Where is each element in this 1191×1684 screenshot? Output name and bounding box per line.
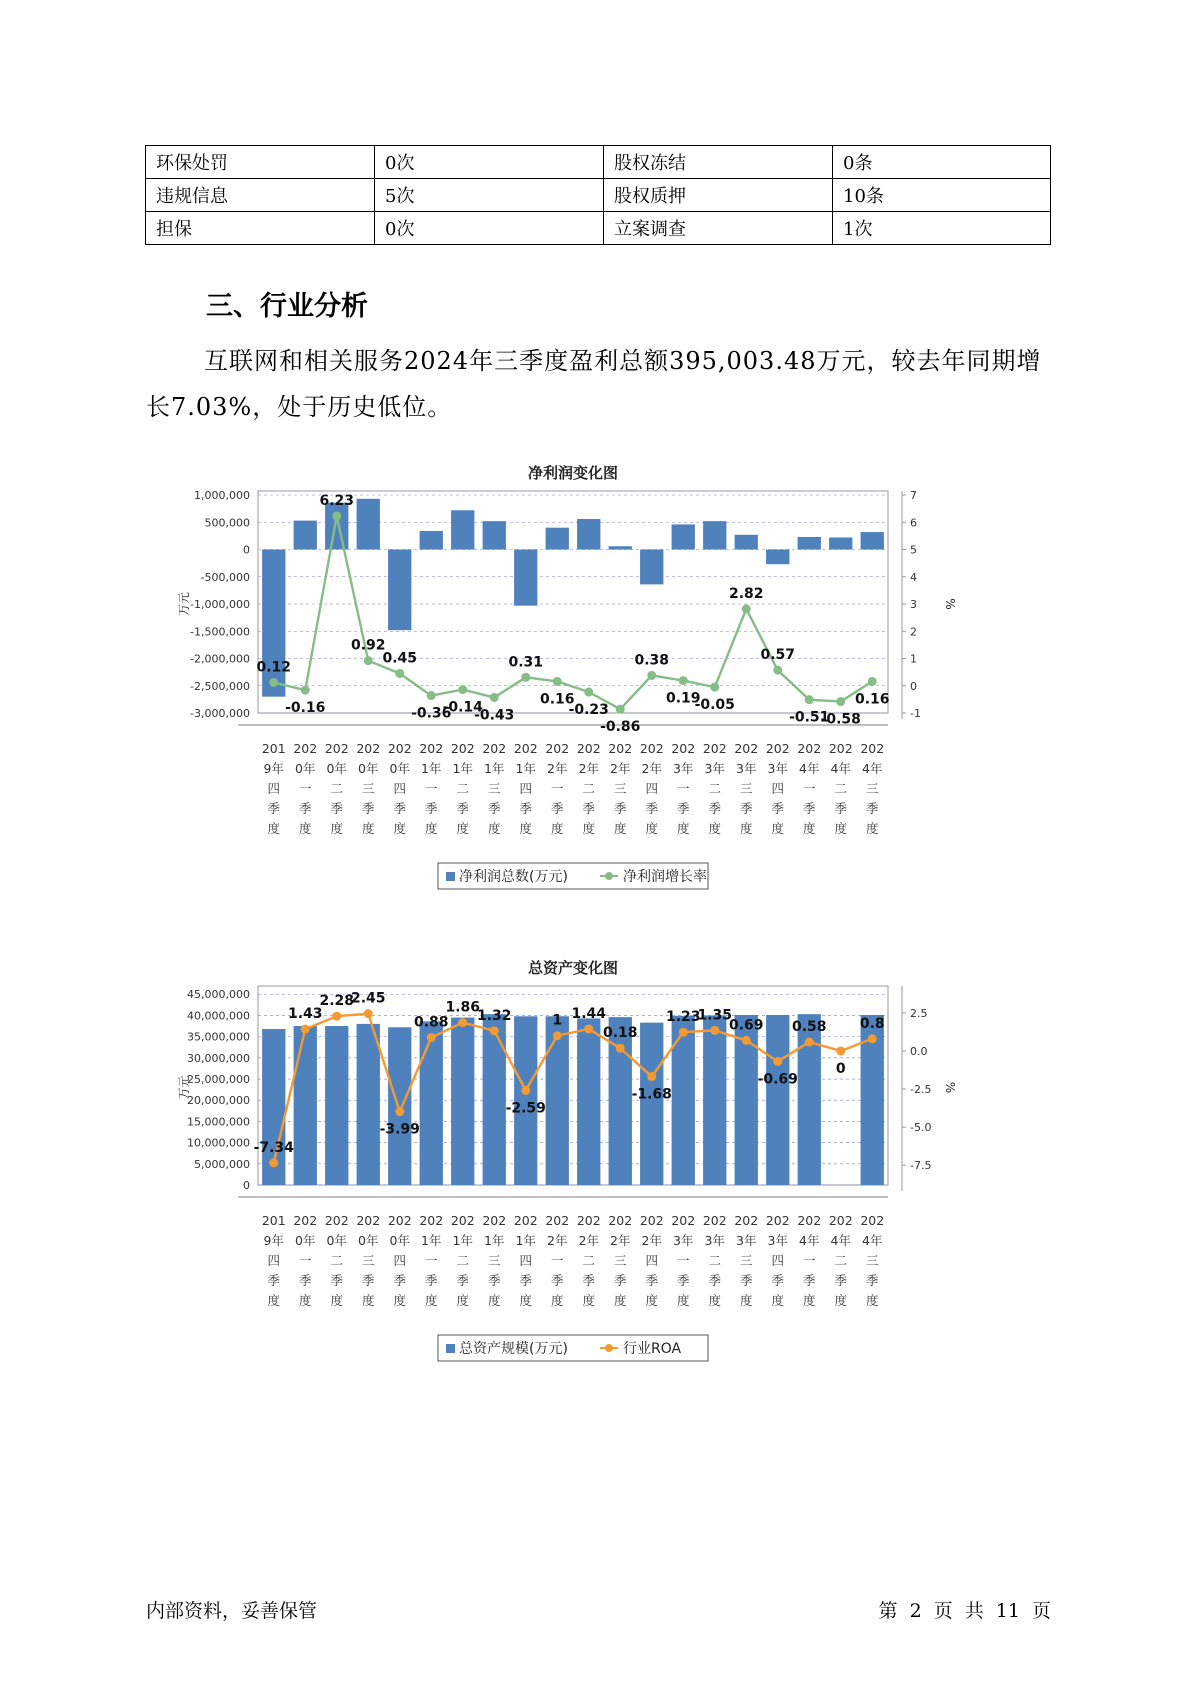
bar (294, 1026, 317, 1185)
line-point (332, 511, 341, 520)
line-point (805, 695, 814, 704)
line-point (836, 697, 845, 706)
y-left-tick-label: 500,000 (204, 516, 250, 530)
x-tick-label: 202 1年三季度 (482, 1213, 507, 1308)
y-right-tick-label: 3 (910, 598, 917, 611)
line-point (521, 1086, 530, 1095)
line-point (836, 1046, 845, 1055)
data-label: 2.28 (319, 993, 355, 1010)
y-right-tick-label: -1 (910, 707, 921, 720)
x-tick-label: 202 1年四季度 (513, 1213, 538, 1308)
bar (357, 1024, 380, 1185)
data-label: 0.16 (539, 691, 575, 708)
bar (546, 528, 569, 550)
table-value-cell: 10条 (833, 179, 1051, 212)
y-right-axis-title: % (943, 598, 957, 610)
data-label: 0.45 (382, 650, 418, 667)
x-tick-label: 202 4年三季度 (860, 1213, 885, 1308)
bar (388, 550, 411, 631)
data-label: -0.58 (820, 711, 861, 728)
data-label: 1.23 (665, 1009, 701, 1026)
bar (420, 531, 443, 550)
data-label: 0.12 (256, 659, 292, 676)
data-label: -0.51 (789, 709, 830, 726)
data-label: 1 (552, 1012, 563, 1029)
x-tick-label: 202 0年二季度 (324, 741, 349, 836)
y-right-tick-label: 0 (910, 679, 917, 693)
line-point (742, 1036, 751, 1045)
industry-summary-paragraph: 互联网和相关服务2024年三季度盈利总额395,003.48万元，较去年同期增长7.03%，处于历史低位。 (146, 347, 1042, 421)
data-label: 1.43 (287, 1006, 323, 1023)
y-right-tick-label: 6 (910, 516, 917, 530)
line-point (868, 677, 877, 686)
line-point (364, 1009, 373, 1018)
x-tick-label: 202 3年四季度 (765, 1213, 790, 1308)
table-label-cell: 股权质押 (604, 179, 833, 212)
y-left-tick-label: 15,000,000 (187, 1115, 250, 1129)
line-point (616, 1044, 625, 1053)
data-label: 1.86 (445, 999, 481, 1016)
x-tick-label: 201 9年四季度 (261, 741, 286, 836)
bar (672, 1016, 695, 1185)
data-label: -0.69 (757, 1071, 798, 1088)
y-right-tick-label: 0.0 (910, 1044, 928, 1058)
chart-title: 净利润变化图 (527, 464, 619, 482)
line-point (364, 656, 373, 665)
bar (294, 521, 317, 550)
y-left-tick-label: -1,000,000 (190, 598, 250, 611)
bar (514, 550, 537, 606)
y-right-axis-title: % (943, 1081, 957, 1094)
table-row (146, 212, 1051, 245)
y-left-axis-title: 万元 (177, 591, 191, 617)
bar (546, 1016, 569, 1185)
line-point (553, 1031, 562, 1040)
bar (766, 550, 789, 565)
line-point (679, 1028, 688, 1037)
x-tick-label: 202 1年三季度 (482, 741, 507, 836)
bar (577, 519, 600, 550)
bar (798, 537, 821, 550)
table-label-cell: 股权冻结 (604, 146, 833, 179)
data-label: 0.69 (728, 1017, 764, 1034)
x-tick-label: 202 0年二季度 (324, 1213, 349, 1308)
x-tick-label: 202 2年一季度 (545, 741, 570, 836)
data-label: 0.18 (602, 1025, 638, 1042)
table-value-cell: 0次 (375, 146, 604, 179)
section-heading: 三、行业分析 (206, 291, 368, 322)
line-point (269, 678, 278, 687)
x-tick-label: 202 3年二季度 (702, 741, 727, 836)
x-tick-label: 202 4年一季度 (797, 1213, 822, 1308)
legend-bar-swatch (446, 872, 455, 881)
footer-page-number: 第 2 页 共 11 页 (878, 1600, 1051, 1622)
line-point (301, 1025, 310, 1034)
risk-info-table (145, 145, 1051, 245)
data-label: 0 (835, 1060, 846, 1077)
y-right-tick-label: -7.5 (910, 1159, 932, 1173)
data-label: 0.31 (508, 654, 544, 671)
table-label-cell: 担保 (146, 212, 375, 245)
line-point (395, 669, 404, 678)
line-point (490, 693, 499, 702)
table-label-cell: 违规信息 (146, 179, 375, 212)
x-tick-label: 202 4年三季度 (860, 741, 885, 836)
bar (483, 1014, 506, 1185)
y-right-tick-label: 5 (910, 543, 917, 557)
bar (766, 1015, 789, 1185)
line-point (269, 1158, 278, 1167)
y-left-tick-label: 40,000,000 (187, 1009, 250, 1023)
bar (420, 1021, 443, 1185)
bar (703, 521, 726, 549)
y-right-tick-label: 2 (910, 625, 917, 639)
plot-area (258, 491, 888, 713)
x-tick-label: 202 0年四季度 (387, 741, 412, 836)
line-point (647, 1072, 656, 1081)
y-left-tick-label: 20,000,000 (187, 1094, 250, 1108)
x-tick-label: 202 2年三季度 (608, 741, 633, 836)
data-label: -7.34 (253, 1139, 294, 1156)
line-point (521, 673, 530, 682)
bar (609, 546, 632, 549)
legend-line-marker (605, 1344, 613, 1352)
legend-bar-label: 净利润总数(万元) (459, 869, 568, 885)
data-label: -0.16 (285, 700, 326, 717)
line-point (868, 1034, 877, 1043)
data-label: 1.35 (697, 1007, 733, 1024)
y-left-tick-label: 5,000,000 (194, 1157, 250, 1171)
legend (438, 1335, 708, 1361)
data-label: 0.8 (859, 1015, 885, 1032)
x-tick-label: 202 4年一季度 (797, 741, 822, 836)
data-label: 1.44 (571, 1006, 607, 1022)
bar (325, 503, 348, 550)
legend-line-label: 行业ROA (623, 1341, 682, 1357)
line-point (616, 705, 625, 714)
data-label: -0.14 (442, 699, 483, 716)
table-label-cell: 立案调查 (604, 212, 833, 245)
data-label: 2.45 (350, 990, 386, 1007)
line-point (805, 1038, 814, 1047)
y-left-tick-label: 0 (243, 543, 250, 557)
data-label: -0.36 (411, 705, 452, 722)
y-left-tick-label: -3,000,000 (190, 707, 250, 720)
data-label: -0.05 (694, 697, 735, 714)
data-label: 6.23 (319, 492, 355, 509)
x-tick-label: 202 4年二季度 (828, 1213, 853, 1308)
data-label: -0.43 (474, 707, 515, 724)
line-point (584, 1025, 593, 1034)
total-assets-chart (176, 955, 976, 1415)
table-value-cell: 5次 (375, 179, 604, 212)
table-label-cell: 环保处罚 (146, 146, 375, 179)
table-value-cell: 0条 (833, 146, 1051, 179)
x-tick-label: 202 3年三季度 (734, 741, 759, 836)
x-tick-label: 202 2年四季度 (639, 1213, 664, 1308)
x-tick-label: 202 1年二季度 (450, 741, 475, 836)
y-right-tick-label: 7 (910, 489, 917, 502)
net-profit-chart (176, 460, 976, 920)
line-point (301, 686, 310, 695)
data-label: -1.68 (631, 1086, 672, 1103)
y-left-tick-label: -2,000,000 (190, 652, 250, 666)
bar (735, 535, 758, 550)
bar (829, 538, 852, 550)
y-left-tick-label: -2,500,000 (190, 679, 250, 693)
y-left-tick-label: 35,000,000 (187, 1030, 250, 1044)
y-left-tick-label: 30,000,000 (187, 1051, 250, 1065)
x-tick-label: 202 1年二季度 (450, 1213, 475, 1308)
x-tick-label: 202 2年四季度 (639, 741, 664, 836)
x-tick-label: 202 1年一季度 (419, 1213, 444, 1308)
data-label: 0.92 (350, 637, 386, 654)
table-value-cell: 1次 (833, 212, 1051, 245)
bar (357, 499, 380, 550)
y-left-tick-label: 45,000,000 (187, 988, 250, 1002)
line-point (332, 1012, 341, 1021)
x-tick-label: 202 4年二季度 (828, 741, 853, 836)
x-tick-label: 202 3年一季度 (671, 741, 696, 836)
line-point (584, 688, 593, 697)
y-left-tick-label: 0 (243, 1179, 250, 1192)
bar (325, 1026, 348, 1185)
x-tick-label: 202 2年一季度 (545, 1213, 570, 1308)
line-point (773, 666, 782, 675)
line-point (490, 1026, 499, 1035)
data-label: 0.57 (760, 647, 796, 664)
y-left-tick-label: -1,500,000 (190, 625, 250, 639)
line-point (395, 1107, 404, 1116)
x-tick-label: 202 3年二季度 (702, 1213, 727, 1308)
y-left-tick-label: 1,000,000 (194, 489, 250, 502)
legend-line-label: 净利润增长率 (623, 869, 707, 885)
line-point (427, 691, 436, 700)
y-left-axis-title: 万元 (177, 1075, 191, 1100)
data-label: 0.88 (413, 1014, 449, 1031)
line-point (553, 677, 562, 686)
x-tick-label: 202 0年一季度 (293, 1213, 318, 1308)
bar (577, 1018, 600, 1185)
data-label: -0.23 (568, 702, 609, 719)
footer-confidential-note: 内部资料，妥善保管 (146, 1600, 318, 1622)
y-left-tick-label: 25,000,000 (187, 1073, 250, 1087)
y-right-tick-label: -2.5 (910, 1083, 932, 1097)
x-tick-label: 202 2年二季度 (576, 1213, 601, 1308)
total-assets-chart-svg (176, 955, 976, 1415)
x-tick-label: 202 1年一季度 (419, 741, 444, 836)
data-label: -3.99 (379, 1121, 420, 1138)
x-tick-label: 201 9年四季度 (261, 1213, 286, 1308)
x-tick-label: 202 2年三季度 (608, 1213, 633, 1308)
x-tick-label: 202 0年三季度 (356, 741, 381, 836)
y-right-tick-label: 2.5 (910, 1006, 928, 1020)
line-point (742, 604, 751, 613)
net-profit-chart-svg (176, 460, 976, 920)
y-left-tick-label: -500,000 (200, 570, 250, 584)
x-tick-label: 202 0年三季度 (356, 1213, 381, 1308)
data-label: 1.32 (476, 1007, 512, 1024)
line-point (458, 685, 467, 694)
line-point (710, 683, 719, 692)
data-label: 2.82 (728, 585, 764, 602)
table-row (146, 179, 1051, 212)
legend-bar-label: 总资产规模(万元) (459, 1341, 568, 1357)
data-label: 0.19 (665, 690, 701, 707)
table-value-cell: 0次 (375, 212, 604, 245)
bar (640, 1023, 663, 1185)
y-left-tick-label: 10,000,000 (187, 1136, 250, 1150)
x-tick-label: 202 1年四季度 (513, 741, 538, 836)
x-tick-label: 202 0年一季度 (293, 741, 318, 836)
data-label: 0.16 (854, 691, 890, 708)
table-row (146, 146, 1051, 179)
y-right-tick-label: 1 (910, 652, 917, 666)
line-point (427, 1033, 436, 1042)
bar (861, 532, 884, 549)
x-tick-label: 202 0年四季度 (387, 1213, 412, 1308)
legend (438, 863, 708, 889)
line-point (773, 1057, 782, 1066)
bar (388, 1027, 411, 1185)
data-label: 0.38 (634, 652, 670, 669)
bar (451, 1018, 474, 1185)
x-tick-label: 202 3年四季度 (765, 741, 790, 836)
bar (703, 1015, 726, 1185)
line-point (458, 1018, 467, 1027)
x-tick-label: 202 3年三季度 (734, 1213, 759, 1308)
data-label: -0.86 (600, 719, 641, 736)
legend-bar-swatch (446, 1344, 455, 1353)
y-right-tick-label: 4 (910, 570, 917, 584)
data-label: -2.59 (505, 1100, 546, 1117)
line-point (679, 676, 688, 685)
chart-title: 总资产变化图 (527, 959, 619, 977)
x-tick-label: 202 2年二季度 (576, 741, 601, 836)
bar (672, 524, 695, 549)
bar (483, 521, 506, 549)
bar (640, 550, 663, 585)
line-point (710, 1026, 719, 1035)
line-point (647, 671, 656, 680)
y-right-tick-label: -5.0 (910, 1121, 932, 1135)
x-tick-label: 202 3年一季度 (671, 1213, 696, 1308)
bar (451, 510, 474, 549)
data-label: 0.58 (791, 1019, 827, 1036)
legend-line-marker (605, 872, 613, 880)
